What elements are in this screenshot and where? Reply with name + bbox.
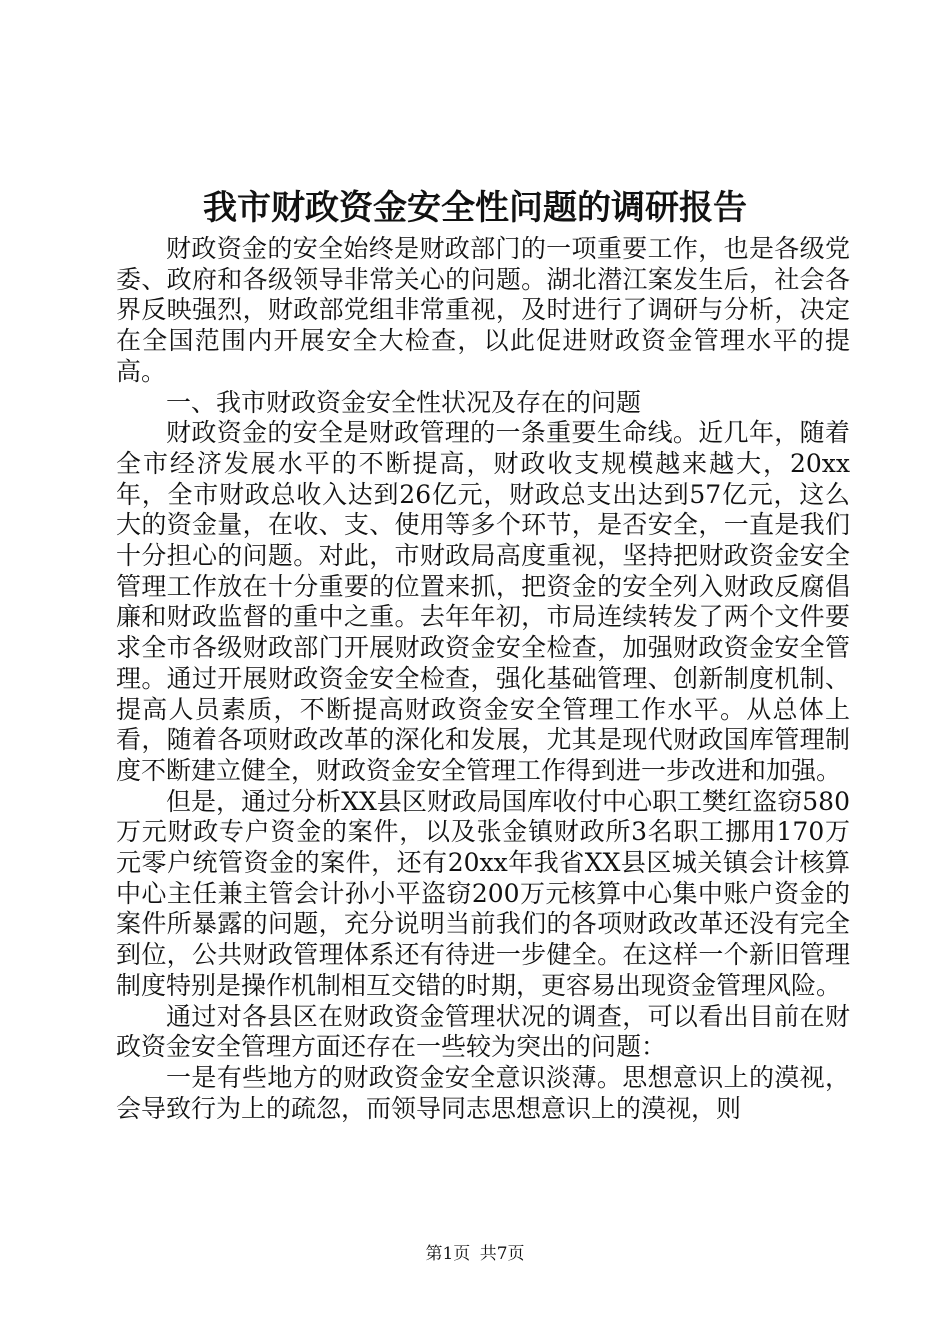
document-title: 我市财政资金安全性问题的调研报告 [203,188,747,228]
page-footer [0,1242,950,1266]
paragraph-survey: 通过对各县区在财政资金管理状况的调查，可以看出目前在财政资金安全管理方面还存在一些较为突出的问题： [116,1001,850,1062]
section-heading-1: 一、我市财政资金安全性状况及存在的问题 [166,387,642,417]
paragraph-intro: 财政资金的安全始终是财政部门的一项重要工作，也是各级党委、政府和各级领导非常关心的问题。湖北潜江案发生后，社会各界反映强烈，财政部党组非常重视，及时进行了调研与分析，决定在全国范围内开展安全大检查，以此促进财政资金管理水平的提高。 [116,234,850,386]
paragraph-status: 财政资金的安全是财政管理的一条重要生命线。近几年，随着全市经济发展水平的不断提高，财政收支规模越来越大，20xx年，全市财政总收入达到26亿元，财政总支出达到57亿元，这么大的资金量，在收、支、使用等多个环节，是否安全，一直是我们十分担心的问题。对此，市财政局高度重视，坚持把财政资金安全管理工作放在十分重要的位置来抓，把资金的安全列入财政反腐倡廉和财政监督的重中之重。去年年初，市局连续转发了两个文件要求全市各级财政部门开展财政资金安全检查，加强财政资金安全管理。通过开展财政资金安全检查，强化基础管理、创新制度机制、提高人员素质，不断提高财政资金安全管理工作水平。从总体上看，随着各项财政改革的深化和发展，尤其是现代财政国库管理制度不断建立健全，财政资金安全管理工作得到进一步改进和加强。 [116,418,850,785]
paragraph-problem-1: 一是有些地方的财政资金安全意识淡薄。思想意识上的漠视，会导致行为上的疏忽，而领导同志思想意识上的漠视，则 [116,1062,850,1123]
page-number: 第1页 [425,1244,471,1264]
page-total: 共7页 [479,1244,525,1264]
document-body [116,234,850,1124]
paragraph-cases: 但是，通过分析XX县区财政局国库收付中心职工樊红盗窃580万元财政专户资金的案件，以及张金镇财政所3名职工挪用170万元零户统管资金的案件，还有20xx年我省XX县区城关镇会计核算中心主任兼主管会计孙小平盗窃200万元核算中心集中账户资金的案件所暴露的问题，充分说明当前我们的各项财政改革还没有完全到位，公共财政管理体系还有待进一步健全。在这样一个新旧管理制度特别是操作机制相互交错的时期，更容易出现资金管理风险。 [116,786,850,1000]
